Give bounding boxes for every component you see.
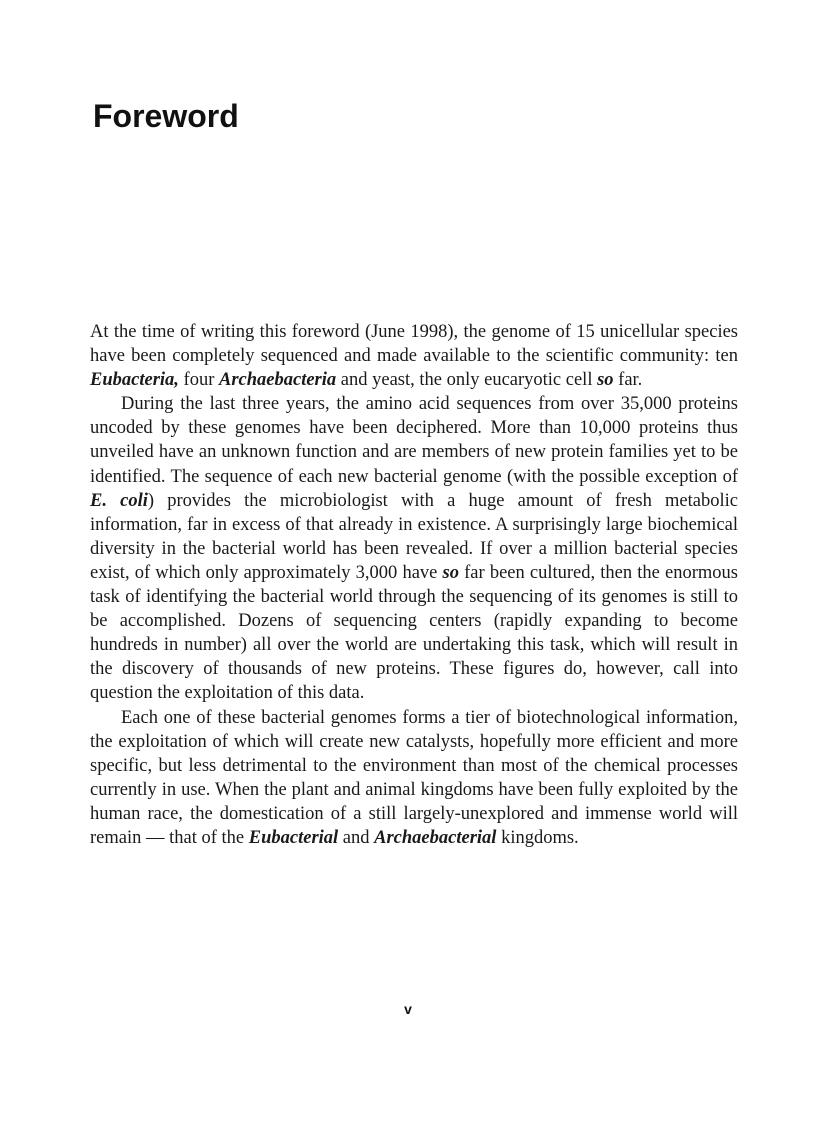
emphasis-so: so [597, 370, 614, 391]
emphasis-archaebacterial: Archaebacterial [374, 827, 497, 848]
emphasis-e-coli: E. coli [90, 490, 148, 511]
emphasis-eubacterial: Eubacterial [248, 827, 339, 848]
emphasis-eubacteria: Eubacteria, [90, 370, 179, 391]
emphasis-so: so [442, 562, 459, 583]
foreword-body [90, 320, 738, 850]
page-title: Foreword [93, 98, 239, 134]
page-number: v [404, 1001, 412, 1017]
emphasis-archaebacteria: Archaebacteria [218, 370, 337, 391]
paragraph-3: Each one of these bacterial genomes forms a tier of biotechnological information, the exploitation of which will create new catalysts, hopefully more efficient and more specific, but less detrimental to the environment than most of the chemical processes currently in use. When the plant and animal kingdoms have been fully exploited by the human race, the domestication of a still largely-unexplored and immense world will remain — that of the Eubacterial and Archaebacterial kingdoms. [90, 707, 738, 848]
paragraph-1: At the time of writing this foreword (June 1998), the genome of 15 unicellular species have been completely sequenced and made available to the scientific community: ten Eubacteria, four Archaebacteria and yeast, the only eucaryotic cell so far. [90, 322, 738, 391]
paragraph-2: During the last three years, the amino acid sequences from over 35,000 proteins uncoded by these genomes have been deciphered. More than 10,000 proteins thus unveiled have an unknown function and are members of new protein families yet to be identified. The sequence of each new bacterial genome (with the possible exception of E. coli) provides the microbiologist with a huge amount of fresh metabolic information, far in excess of that already in existence. A surprisingly large biochemical diversity in the bacterial world has been revealed. If over a million bacterial species exist, of which only approximately 3,000 have so far been cultured, then the enormous task of identifying the bacterial world through the sequencing of its genomes is still to be accomplished. Dozens of sequencing centers (rapidly expanding to become hundreds in number) all over the world are undertaking this task, which will result in the discovery of thousands of new proteins. These figures do, however, call into question the exploitation of this data. [90, 394, 738, 704]
